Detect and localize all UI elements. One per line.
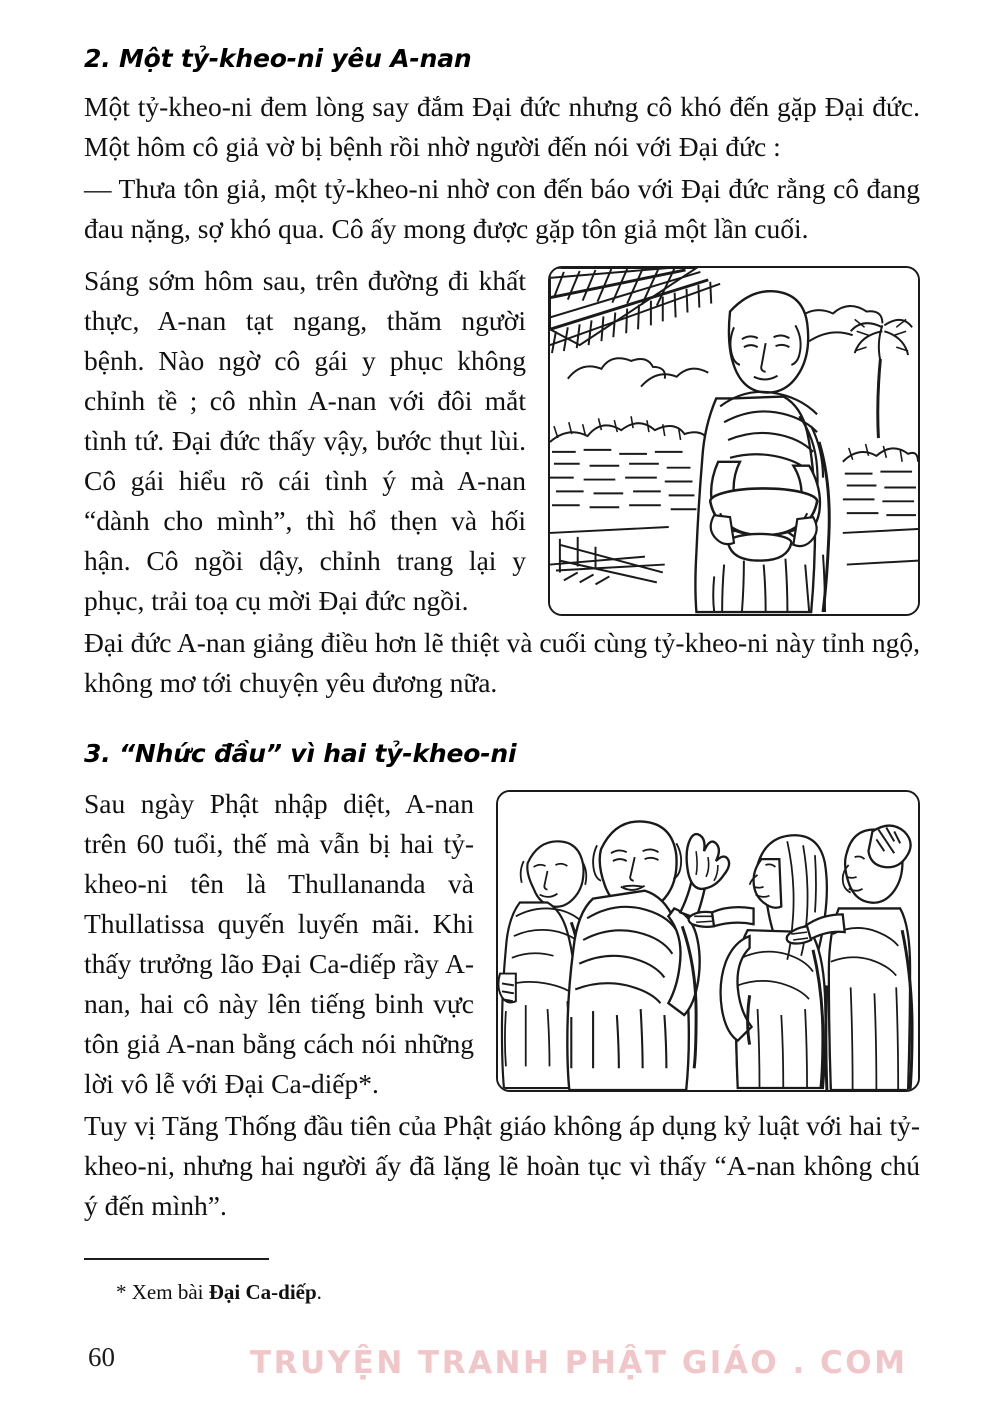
monk-with-alms-bowl-illustration (548, 266, 920, 616)
paragraph: Một tỷ-kheo-ni đem lòng say đắm Đại đức nhưng cô khó đến gặp Đại đức. Một hôm cô giả vờ bị bệnh rồi nhờ người đến nói với Đại đức : (84, 91, 920, 162)
page-number: 60 (88, 1342, 115, 1372)
monk-illustration-art (550, 268, 918, 614)
spacer (84, 705, 920, 739)
footnote-separator (84, 1258, 269, 1260)
footnote-reference-title: Đại Ca-diếp (208, 1280, 317, 1304)
footnote-marker: * (116, 1280, 132, 1304)
site-watermark: TRUYỆN TRANH PHẬT GIÁO . COM (250, 1345, 908, 1381)
spacer (84, 251, 920, 261)
footnote-area (84, 1258, 920, 1306)
footnote-trail: . (316, 1280, 322, 1304)
paragraph: Tuy vị Tăng Thống đầu tiên của Phật giáo không áp dụng kỷ luật với hai tỷ-kheo-ni, nhưng hai người ấy đã lặng lẽ hoàn tục vì thấy “A-nan không chú ý đến mình”. (84, 1110, 920, 1221)
footnote-lead: Xem bài (131, 1280, 209, 1304)
debate-scene-art (498, 792, 918, 1090)
footnote-text (84, 1278, 920, 1306)
paragraph: Đại đức A-nan giảng điều hơn lẽ thiệt và cuối cùng tỷ-kheo-ni này tỉnh ngộ, không mơ tới chuyện yêu đương nữa. (84, 627, 920, 698)
section-heading-3: 3. “Nhức đầu” vì hai tỷ-kheo-ni (84, 739, 517, 768)
page-content (84, 44, 920, 1228)
paragraph: Sáng sớm hôm sau, trên đường đi khất thực, A-nan tạt ngang, thăm người bệnh. Nào ngờ cô gái y phục không chỉnh tề ; cô nhìn A-nan với đôi mắt tình tứ. Đại đức thấy vậy, bước thụt lùi. Cô gái hiểu rõ cái tình ý mà A-nan “dành cho mình”, thì hổ thẹn và hối hận. Cô ngồi dậy, chỉnh trang lại y phục, trải toạ cụ mời Đại đức ngồi. (84, 265, 526, 616)
two-monks-and-two-nuns-illustration (496, 790, 920, 1092)
section-heading-2: 2. Một tỷ-kheo-ni yêu A-nan (84, 44, 472, 73)
paragraph: Sau ngày Phật nhập diệt, A-nan trên 60 tuổi, thế mà vẫn bị hai tỷ-kheo-ni tên là Thullananda và Thullatissa quyến luyến mãi. Khi thấy trưởng lão Đại Ca-diếp rầy A-nan, hai cô này lên tiếng binh vực tôn giả A-nan bằng cách nói những lời vô lễ với Đại Ca-diếp*. (84, 788, 474, 1099)
paragraph-dialogue: — Thưa tôn giả, một tỷ-kheo-ni nhờ con đến báo với Đại đức rằng cô đang đau nặng, sợ khó qua. Cô ấy mong được gặp tôn giả một lần cuối. (84, 173, 920, 244)
